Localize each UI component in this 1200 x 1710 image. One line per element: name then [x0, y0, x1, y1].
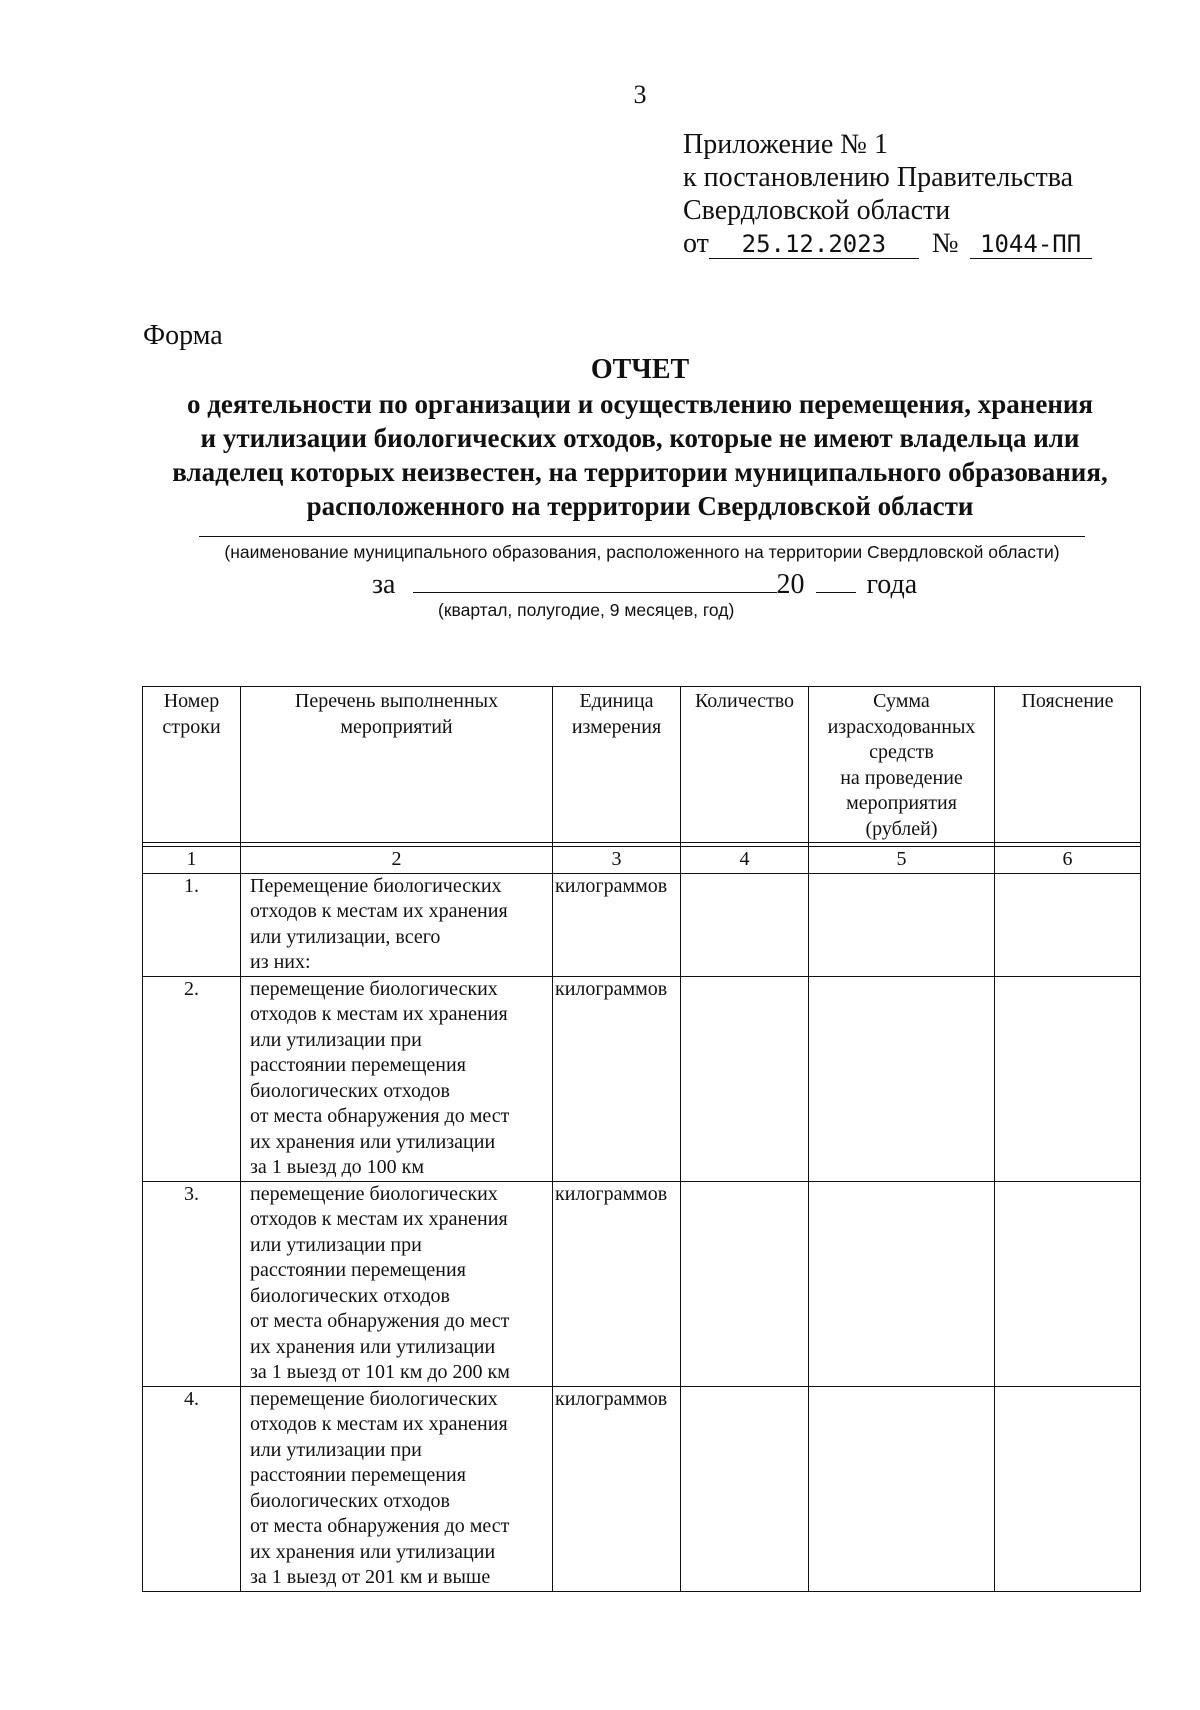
row-explanation-cell[interactable]: [995, 1386, 1141, 1591]
row-unit: килограммов: [553, 873, 681, 976]
row-unit: килограммов: [553, 976, 681, 1181]
title-line-3: владелец которых неизвестен, на территории муниципального образования,: [172, 457, 1108, 487]
row-quantity-cell[interactable]: [681, 873, 809, 976]
row-explanation-cell[interactable]: [995, 873, 1141, 976]
row-explanation-cell[interactable]: [995, 976, 1141, 1181]
row-explanation-cell[interactable]: [995, 1181, 1141, 1386]
municipality-caption: (наименование муниципального образования, расположенного на территории Свердловской области): [224, 542, 1060, 562]
report-title: [140, 353, 1140, 523]
period-line: [372, 568, 917, 601]
municipality-name-line: [199, 536, 1085, 537]
period-caption: (квартал, полугодие, 9 месяцев, год): [438, 600, 735, 620]
column-number: 1: [143, 847, 241, 874]
row-unit: килограммов: [553, 1386, 681, 1591]
appendix-block: [683, 128, 1092, 260]
table-header-row: [143, 687, 1141, 843]
row-description: перемещение биологических отходов к местам их хранения или утилизации при расстоянии перемещения биологических отходов от места обнаружения до мест их хранения или утилизации за 1 выезд от 201 км и выше: [241, 1386, 553, 1591]
header-activities: Перечень выполненных мероприятий: [241, 687, 553, 843]
row-number: 4.: [143, 1386, 241, 1591]
report-heading: ОТЧЕТ: [590, 354, 690, 385]
column-number-row: [143, 847, 1141, 874]
table-row: [143, 1181, 1141, 1386]
period-prefix: за: [372, 569, 396, 600]
header-amount: Сумма израсходованных средств на проведение мероприятия (рублей): [809, 687, 995, 843]
row-number: 3.: [143, 1181, 241, 1386]
row-quantity-cell[interactable]: [681, 1386, 809, 1591]
row-quantity-cell[interactable]: [681, 1181, 809, 1386]
title-line-4: расположенного на территории Свердловской области: [306, 491, 974, 521]
header-explanation: Пояснение: [995, 687, 1141, 843]
row-unit: килограммов: [553, 1181, 681, 1386]
row-amount-cell[interactable]: [809, 1181, 995, 1386]
year-prefix: 20: [776, 569, 805, 600]
form-label: Форма: [143, 320, 223, 351]
title-line-1: о деятельности по организации и осуществлению перемещения, хранения: [186, 389, 1094, 419]
column-number: 3: [553, 847, 681, 874]
row-description: перемещение биологических отходов к местам их хранения или утилизации при расстоянии перемещения биологических отходов от места обнаружения до мест их хранения или утилизации за 1 выезд до 100 км: [241, 976, 553, 1181]
row-description: Перемещение биологических отходов к местам их хранения или утилизации, всего из них:: [241, 873, 553, 976]
header-unit: Единица измерения: [553, 687, 681, 843]
resolution-number: 1044-ПП: [970, 230, 1092, 259]
appendix-date-line: [683, 227, 1092, 260]
row-number: 1.: [143, 873, 241, 976]
appendix-line-1: Приложение № 1: [683, 129, 888, 160]
date-prefix: от: [683, 228, 709, 259]
period-blank: [413, 568, 777, 593]
row-amount-cell[interactable]: [809, 976, 995, 1181]
row-amount-cell[interactable]: [809, 1386, 995, 1591]
column-number: 4: [681, 847, 809, 874]
table-row: [143, 873, 1141, 976]
column-number: 2: [241, 847, 553, 874]
header-row-number: Номер строки: [143, 687, 241, 843]
row-description: перемещение биологических отходов к местам их хранения или утилизации при расстоянии перемещения биологических отходов от места обнаружения до мест их хранения или утилизации за 1 выезд от 101 км до 200 км: [241, 1181, 553, 1386]
column-number: 6: [995, 847, 1141, 874]
year-blank: [816, 568, 856, 593]
period-suffix: года: [866, 569, 918, 600]
title-line-2: и утилизации биологических отходов, которые не имеют владельца или: [200, 423, 1080, 453]
appendix-line-2: к постановлению Правительства: [683, 162, 1074, 193]
number-prefix: №: [931, 228, 959, 259]
appendix-line-3: Свердловской области: [683, 195, 951, 226]
page-number: 3: [633, 80, 647, 109]
table-row: [143, 976, 1141, 1181]
report-table: [142, 686, 1141, 1592]
row-number: 2.: [143, 976, 241, 1181]
resolution-date: 25.12.2023: [709, 230, 919, 259]
row-amount-cell[interactable]: [809, 873, 995, 976]
header-quantity: Количество: [681, 687, 809, 843]
column-number: 5: [809, 847, 995, 874]
row-quantity-cell[interactable]: [681, 976, 809, 1181]
table-row: [143, 1386, 1141, 1591]
